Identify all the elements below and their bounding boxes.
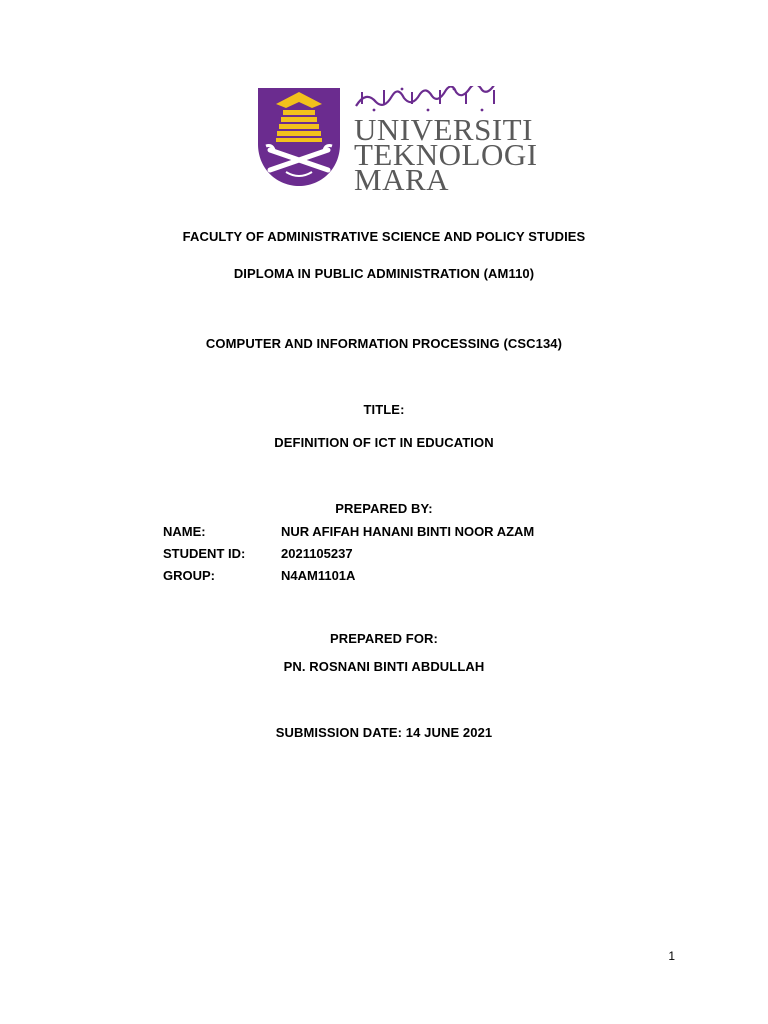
diploma-heading: DIPLOMA IN PUBLIC ADMINISTRATION (AM110): [233, 266, 535, 281]
student-id-label: STUDENT ID:: [163, 546, 246, 561]
logo-line-universiti: UNIVERSITI: [354, 112, 533, 147]
logo-line-teknologi: TEKNOLOGI: [354, 137, 538, 172]
uitm-crest-icon: [256, 86, 342, 188]
name-value: NUR AFIFAH HANANI BINTI NOOR AZAM: [281, 524, 535, 539]
uitm-logo: [256, 86, 538, 197]
name-label: NAME:: [163, 524, 206, 539]
group-label: GROUP:: [163, 568, 215, 583]
group-value: N4AM1101A: [281, 568, 356, 583]
jawi-script: [354, 86, 514, 112]
student-id-value: 2021105237: [281, 546, 353, 561]
title-value: DEFINITION OF ICT IN EDUCATION: [274, 435, 494, 450]
faculty-heading: FACULTY OF ADMINISTRATIVE SCIENCE AND POLICY STUDIES: [182, 229, 586, 244]
prepared-by-label: PREPARED BY:: [335, 501, 433, 516]
submission-date: SUBMISSION DATE: 14 JUNE 2021: [275, 725, 493, 740]
prepared-for-label: PREPARED FOR:: [330, 631, 438, 646]
prepared-for-value: PN. ROSNANI BINTI ABDULLAH: [283, 659, 485, 674]
course-heading: COMPUTER AND INFORMATION PROCESSING (CSC134): [205, 336, 563, 351]
title-label: TITLE:: [363, 402, 405, 417]
logo-line-mara: MARA: [354, 162, 450, 197]
page-number: 1: [668, 949, 675, 963]
